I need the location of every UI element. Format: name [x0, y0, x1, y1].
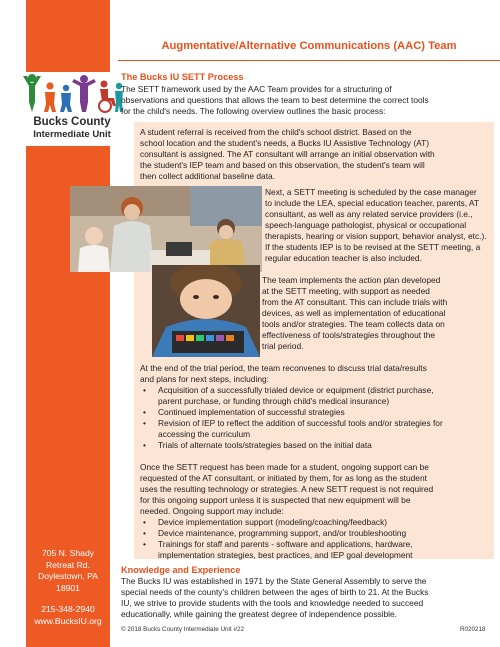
step-line: the student's IEP team and based on this observation, the student's team will: [140, 160, 425, 170]
step-line: At the end of the trial period, the team reconvenes to discuss trial data/results: [140, 363, 427, 373]
website-link[interactable]: www.BucksIU.org: [34, 615, 102, 626]
intro-line: observations and questions that allows the team to best determine the correct tools: [121, 95, 429, 105]
step-line: tools and/or strategies. The team collects data on: [262, 319, 445, 329]
logo-figures-icon: [20, 72, 124, 114]
list-item: • Trials of alternate tools/strategies based on the initial data: [140, 440, 443, 451]
step-reconvene: [140, 363, 443, 451]
intro-line: for the child's needs. The following overview outlines the basic process:: [121, 106, 386, 116]
list-item: • Device maintenance, programming support, and/or troubleshooting: [140, 528, 433, 539]
step-line: requested of the AT consultant, or initiated by them, for as long as the student: [140, 473, 427, 483]
step-ongoing-support: [140, 462, 433, 561]
classroom-photo: [70, 186, 262, 272]
step-line: at the SETT meeting, with support as needed: [262, 286, 430, 296]
title-divider: [118, 60, 500, 61]
step-line: regular education teacher is also included.: [265, 253, 422, 263]
page-title: Augmentative/Alternative Communications (AAC) Team: [161, 40, 457, 52]
knowledge-line: IU, we strive to provide students with the tools and knowledge needed to succeed: [121, 598, 424, 608]
knowledge-text: [121, 576, 493, 620]
step-line: for this ongoing support unless it is suspected that new equipment will be: [140, 495, 411, 505]
step-line: trial period.: [262, 341, 304, 351]
step-line: school location and the student's needs, a Bucks IU Assistive Technology (AT): [140, 138, 429, 148]
sett-intro: [121, 84, 493, 117]
step-line: needed. Ongoing support may include:: [140, 506, 284, 516]
step-line: from the AT consultant. This can include trials with: [262, 297, 448, 307]
step-meeting: [265, 187, 487, 264]
ongoing-support-list: [140, 517, 433, 561]
step-line: and plans for next steps, including:: [140, 374, 269, 384]
next-steps-list: [140, 385, 443, 451]
logo-subtitle: Intermediate Unit: [33, 129, 111, 140]
list-item: • Acquisition of a successfully trialed device or equipment (district purchase, parent purchase, or funding through child's medical insurance): [140, 385, 443, 407]
step-line: Once the SETT request has been made for a student, ongoing support can be: [140, 462, 429, 472]
step-line: therapists, hearing or vision support, behavior analyst, etc.).: [265, 231, 487, 241]
step-line: uses the resulting technology or strategies. A new SETT request is not required: [140, 484, 434, 494]
copyright-notice: © 2018 Bucks County Intermediate Unit #22: [121, 626, 244, 633]
knowledge-line: special needs of the county's children between the ages of birth to 21. At the Bucks: [121, 587, 429, 597]
list-item: • Revision of IEP to reflect the addition of successful tools and/or strategies for accessing the curriculum: [140, 418, 443, 440]
knowledge-line: educationally, while gaining the greatest degree of independence possible.: [121, 609, 397, 619]
list-item: • Continued implementation of successful strategies: [140, 407, 443, 418]
sett-heading: The Bucks IU SETT Process: [121, 72, 244, 82]
street-line: 705 N. Shady: [41, 548, 95, 558]
step-line: A student referral is received from the child's school district. Based on the: [140, 127, 412, 137]
step-line: effectiveness of tools/strategies throughout the: [262, 330, 436, 340]
step-referral: [140, 127, 435, 182]
knowledge-heading: Knowledge and Experience: [121, 565, 241, 575]
list-item: • Device implementation support (modeling/coaching/feedback): [140, 517, 433, 528]
step-line: to include the LEA, special education teacher, parents, AT: [265, 198, 480, 208]
knowledge-line: The Bucks IU was established in 1971 by the State General Assembly to serve the: [121, 576, 427, 586]
document-code: R020218: [460, 626, 486, 633]
city-line: Doylestown, PA: [37, 571, 99, 581]
child-device-photo: [152, 265, 260, 357]
list-item: • Trainings for staff and parents - software and applications, hardware, implementation strategies, best practices, and IEP goal development: [140, 539, 433, 561]
step-line: devices, as well as implementation of educational: [262, 308, 446, 318]
step-line: then collect additional baseline data.: [140, 171, 276, 181]
street-line-2: Retreat Rd.: [46, 559, 90, 570]
intro-line: The SETT framework used by the AAC Team provides for a structuring of: [121, 84, 392, 94]
step-line: consultant, as well as any related service providers (i.e.,: [265, 209, 473, 219]
logo-name: Bucks County: [33, 116, 111, 128]
logo: [18, 72, 126, 146]
step-line: Next, a SETT meeting is scheduled by the case manager: [265, 187, 477, 197]
contact-block: [26, 548, 110, 627]
phone-number: 215-348-2940: [41, 604, 95, 614]
step-line: speech-language pathologist, physical or occupational: [265, 220, 467, 230]
zip-line: 18901: [56, 582, 80, 593]
step-line: consultant is assigned. The AT consultant will arrange an initial observation with: [140, 149, 435, 159]
step-line: The team implements the action plan developed: [262, 275, 441, 285]
step-line: If the students IEP is to be revised at the SETT meeting, a: [265, 242, 481, 252]
step-implement: [262, 275, 447, 352]
